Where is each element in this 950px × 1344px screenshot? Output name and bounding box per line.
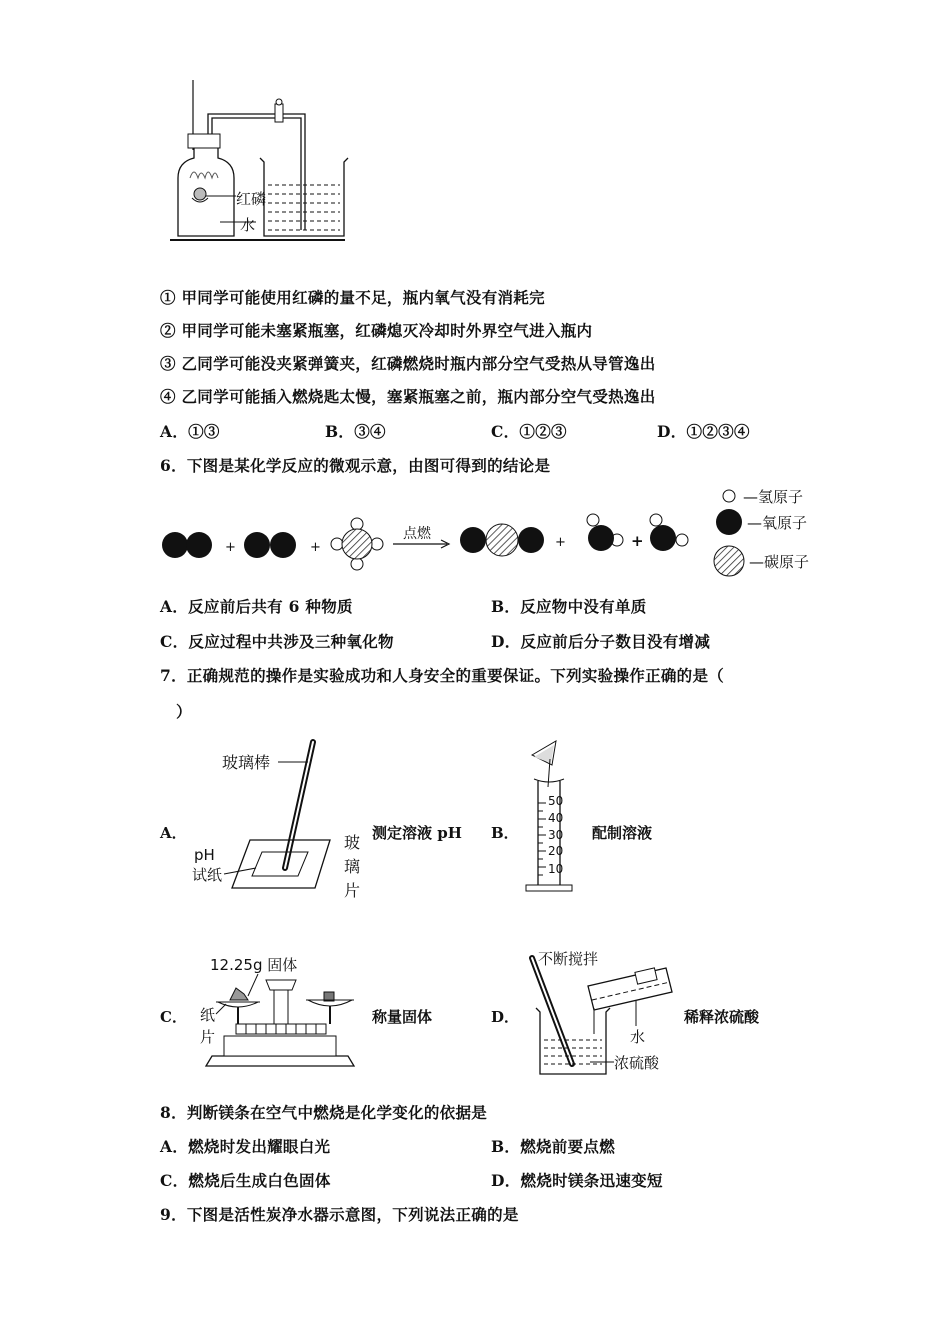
tick-label-20: 20 (548, 844, 564, 858)
plus-sign-1: + (225, 540, 236, 555)
plus-sign-4: + (631, 532, 644, 550)
q7-option-a-title: 测定溶液 pH (372, 824, 462, 842)
ph-test-figure (190, 738, 380, 903)
label-glass-slide-3: 片 (344, 881, 361, 900)
q7-option-d-letter: D． (491, 1008, 520, 1026)
q7-option-d-title: 稀释浓硫酸 (684, 1008, 760, 1026)
graduated-cylinder-figure (520, 735, 590, 900)
label-paper-1: 纸 (200, 1006, 216, 1024)
label-red-phosphorus: 红磷 (236, 190, 267, 208)
label-glass-slide-2: 璃 (344, 857, 361, 876)
plus-sign-3: + (555, 535, 566, 550)
label-keep-stirring: 不断搅拌 (538, 950, 599, 968)
tick-label-30: 30 (548, 828, 564, 842)
q5-statement-2: ② 甲同学可能未塞紧瓶塞，红磷熄灭冷却时外界空气进入瓶内 (160, 321, 593, 340)
tick-label-40: 40 (548, 811, 564, 825)
legend-hydrogen: —氢原子 (743, 488, 804, 506)
legend-oxygen: —氧原子 (747, 514, 808, 532)
q6-option-c: C．反应过程中共涉及三种氧化物 (160, 632, 394, 651)
label-water-d: 水 (630, 1028, 646, 1046)
q8-option-c: C．燃烧后生成白色固体 (160, 1171, 331, 1190)
dilution-figure (520, 944, 680, 1079)
apparatus-figure (160, 70, 360, 250)
q8-option-d: D．燃烧时镁条迅速变短 (491, 1171, 663, 1190)
q5-option-b: B．③④ (325, 422, 386, 441)
label-glass-rod: 玻璃棒 (222, 753, 271, 772)
q8-option-b: B．燃烧前要点燃 (491, 1137, 616, 1156)
legend-carbon: —碳原子 (749, 553, 810, 571)
label-ph-paper-2: 试纸 (192, 866, 223, 884)
label-water: 水 (240, 216, 256, 234)
balance-figure (196, 950, 366, 1075)
q6-stem: 6．下图是某化学反应的微观示意，由图可得到的结论是 (160, 456, 551, 475)
label-paper-2: 片 (200, 1028, 216, 1046)
q7-option-b-letter: B． (491, 824, 519, 842)
label-solid-mass: 12.25g 固体 (210, 956, 298, 974)
q7-stem-line1: 7．正确规范的操作是实验成功和人身安全的重要保证。下列实验操作正确的是（ (160, 666, 725, 685)
reaction-diagram (155, 482, 835, 582)
label-ph-paper-1: pH (194, 846, 215, 864)
q7-option-c-letter: C． (160, 1008, 187, 1026)
q8-option-a: A．燃烧时发出耀眼白光 (160, 1137, 331, 1156)
q5-statement-1: ① 甲同学可能使用红磷的量不足，瓶内氧气没有消耗完 (160, 288, 545, 307)
q6-option-b: B．反应物中没有单质 (491, 597, 647, 616)
q6-option-a: A．反应前后共有 6 种物质 (160, 597, 353, 616)
label-glass-slide-1: 玻 (344, 833, 361, 852)
q7-option-b-title: 配制溶液 (592, 824, 653, 842)
q5-statement-3: ③ 乙同学可能没夹紧弹簧夹，红磷燃烧时瓶内部分空气受热从导管逸出 (160, 354, 656, 373)
q5-option-a: A．①③ (160, 422, 220, 441)
q7-option-c-title: 称量固体 (372, 1008, 433, 1026)
reaction-condition: 点燃 (403, 526, 431, 542)
q5-statement-4: ④ 乙同学可能插入燃烧匙太慢，塞紧瓶塞之前，瓶内部分空气受热逸出 (160, 387, 656, 406)
q5-option-d: D．①②③④ (657, 422, 750, 441)
q5-option-c: C．①②③ (491, 422, 567, 441)
plus-sign-2: + (310, 540, 321, 555)
q8-stem: 8．判断镁条在空气中燃烧是化学变化的依据是 (160, 1103, 488, 1122)
tick-label-50: 50 (548, 794, 564, 808)
q7-option-a-letter: A． (160, 824, 187, 842)
tick-label-10: 10 (548, 862, 564, 876)
label-conc-sulfuric-acid: 浓硫酸 (614, 1054, 660, 1072)
q9-stem: 9．下图是活性炭净水器示意图，下列说法正确的是 (160, 1205, 519, 1224)
q6-option-d: D．反应前后分子数目没有增减 (491, 632, 711, 651)
q7-stem-line2: ） (176, 702, 192, 721)
